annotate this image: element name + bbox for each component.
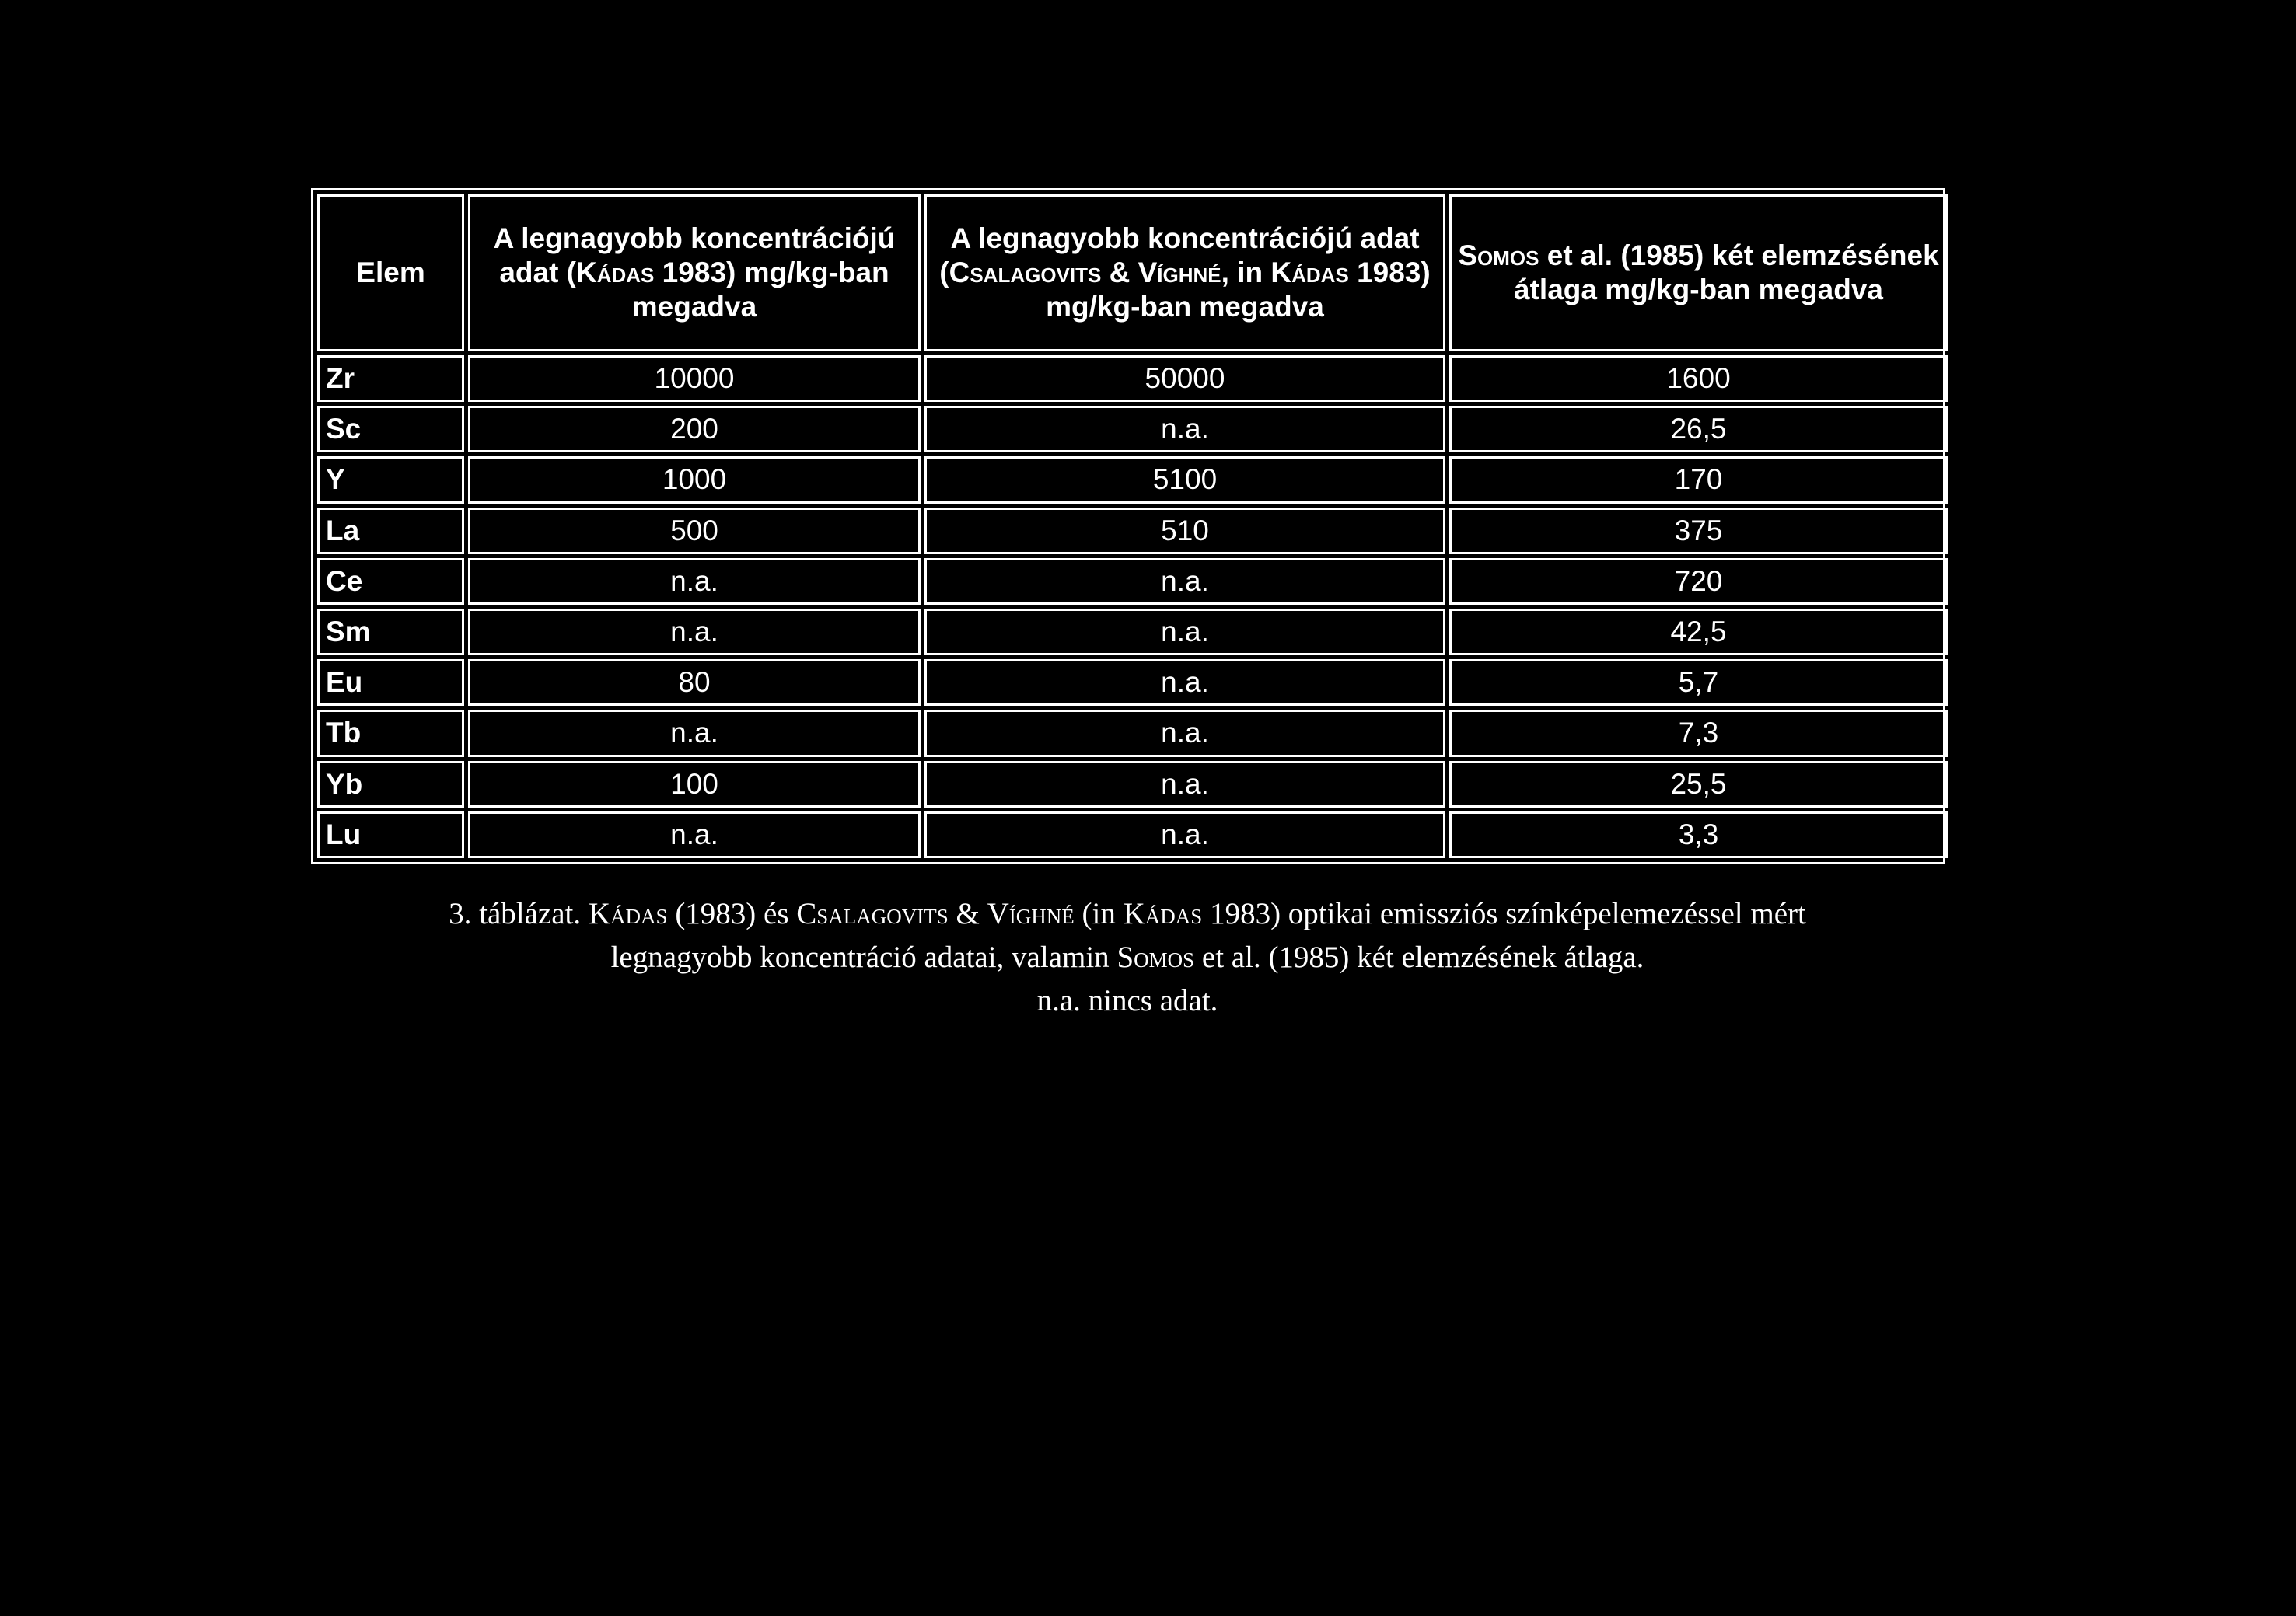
cell-elem: Y	[317, 456, 464, 503]
cell-csalagovits: n.a.	[924, 558, 1445, 605]
cell-elem: Ce	[317, 558, 464, 605]
table-row	[317, 659, 1948, 706]
header-elem: Elem	[317, 194, 464, 351]
cell-somos: 25,5	[1449, 761, 1948, 808]
table-row	[317, 761, 1948, 808]
cell-elem: Yb	[317, 761, 464, 808]
table-row	[317, 406, 1948, 452]
cell-kadas: n.a.	[468, 811, 921, 858]
concentration-table	[313, 190, 1952, 862]
cell-somos: 42,5	[1449, 609, 1948, 655]
table-row	[317, 456, 1948, 503]
cell-kadas: n.a.	[468, 558, 921, 605]
cell-somos: 7,3	[1449, 710, 1948, 756]
cell-kadas: 1000	[468, 456, 921, 503]
cell-somos: 720	[1449, 558, 1948, 605]
cell-elem: Zr	[317, 355, 464, 402]
table-row	[317, 811, 1948, 858]
cell-csalagovits: n.a.	[924, 659, 1445, 706]
caption-line-1: 3. táblázat. Kádas (1983) és Csalagovits & Víghné (in Kádas 1983) optikai emissziós színképelemezéssel mért	[449, 897, 1806, 930]
header-somos: Somos et al. (1985) két elemzésének átlaga mg/kg-ban megadva	[1449, 194, 1948, 351]
cell-elem: Sc	[317, 406, 464, 452]
table-row	[317, 609, 1948, 655]
concentration-table-frame	[311, 188, 1945, 864]
cell-csalagovits: n.a.	[924, 811, 1445, 858]
header-csalagovits: A legnagyobb koncentrációjú adat (Csalagovits & Víghné, in Kádas 1983) mg/kg-ban megadva	[924, 194, 1445, 351]
caption-note: n.a. nincs adat.	[1036, 984, 1218, 1017]
cell-somos: 5,7	[1449, 659, 1948, 706]
cell-kadas: 500	[468, 508, 921, 554]
cell-elem: Sm	[317, 609, 464, 655]
cell-somos: 170	[1449, 456, 1948, 503]
table-row	[317, 508, 1948, 554]
table-row	[317, 710, 1948, 756]
cell-elem: Lu	[317, 811, 464, 858]
caption-line-2: legnagyobb koncentráció adatai, valamin Somos et al. (1985) két elemzésének átlaga.	[610, 941, 1644, 974]
table-row	[317, 355, 1948, 402]
header-kadas: A legnagyobb koncentrációjú adat (Kádas 1983) mg/kg-ban megadva	[468, 194, 921, 351]
table-row	[317, 558, 1948, 605]
cell-kadas: 200	[468, 406, 921, 452]
cell-somos: 26,5	[1449, 406, 1948, 452]
cell-kadas: 80	[468, 659, 921, 706]
cell-elem: La	[317, 508, 464, 554]
cell-somos: 375	[1449, 508, 1948, 554]
table-caption	[233, 892, 2022, 1023]
cell-kadas: 100	[468, 761, 921, 808]
cell-kadas: 10000	[468, 355, 921, 402]
cell-somos: 3,3	[1449, 811, 1948, 858]
cell-somos: 1600	[1449, 355, 1948, 402]
cell-elem: Tb	[317, 710, 464, 756]
cell-csalagovits: n.a.	[924, 406, 1445, 452]
cell-csalagovits: n.a.	[924, 609, 1445, 655]
cell-csalagovits: 5100	[924, 456, 1445, 503]
cell-csalagovits: 50000	[924, 355, 1445, 402]
cell-kadas: n.a.	[468, 710, 921, 756]
cell-elem: Eu	[317, 659, 464, 706]
cell-csalagovits: n.a.	[924, 710, 1445, 756]
table-header-row	[317, 194, 1948, 351]
cell-csalagovits: n.a.	[924, 761, 1445, 808]
cell-csalagovits: 510	[924, 508, 1445, 554]
cell-kadas: n.a.	[468, 609, 921, 655]
